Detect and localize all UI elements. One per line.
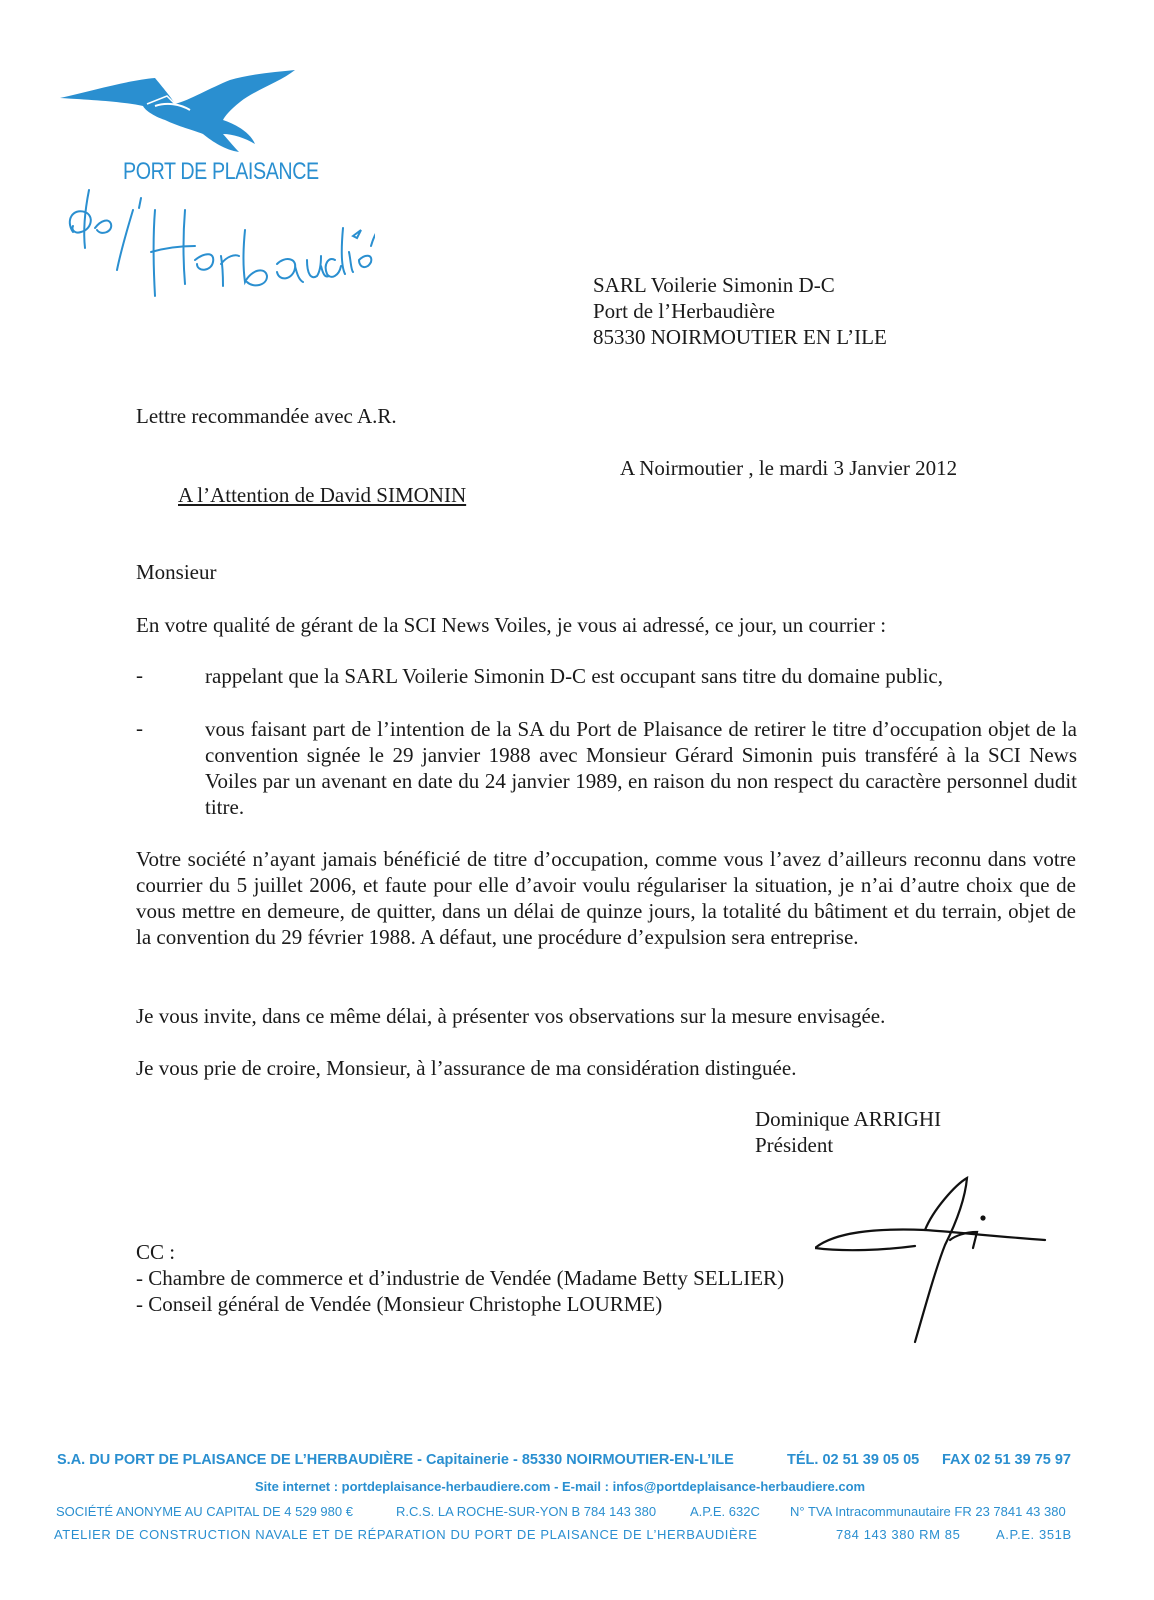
- footer-tva: N° TVA Intracommunautaire FR 23 7841 43 380: [790, 1504, 1066, 1519]
- footer-rcs: R.C.S. LA ROCHE-SUR-YON B 784 143 380: [396, 1504, 657, 1519]
- bullet-marker: -: [136, 663, 143, 687]
- bullet-item: rappelant que la SARL Voilerie Simonin D-C est occupant sans titre du domaine public,: [205, 664, 943, 688]
- recipient-address-line1: Port de l’Herbaudière: [593, 299, 775, 323]
- bullet-item: vous faisant part de l’intention de la SA du Port de Plaisance de retirer le titre d’occupation objet de la convention signée le 29 janvier 1988 avec Monsieur Gérard Simonin puis transféré à la SCI News Voiles par un avenant en date du 24 janvier 1989, en raison du non respect du caractère personnel dudit titre.: [205, 717, 1077, 819]
- paragraph-3: Je vous invite, dans ce même délai, à présenter vos observations sur la mesure envisagée.: [136, 1004, 886, 1028]
- paragraph-4: Je vous prie de croire, Monsieur, à l’assurance de ma considération distinguée.: [136, 1056, 797, 1080]
- signer-name: Dominique ARRIGHI: [755, 1107, 942, 1131]
- recipient-address-line2: 85330 NOIRMOUTIER EN L’ILE: [593, 325, 887, 349]
- footer-fax: FAX 02 51 39 75 97: [942, 1452, 1071, 1468]
- cc-block: [136, 1239, 784, 1317]
- footer-web: Site internet : portdeplaisance-herbaudiere.com - E-mail : infos@portdeplaisance-herbaudiere.com: [255, 1479, 866, 1494]
- place-date: A Noirmoutier , le mardi 3 Janvier 2012: [620, 456, 958, 480]
- logo-text: PORT DE PLAISANCE: [123, 158, 319, 185]
- signer-title: Président: [755, 1133, 834, 1157]
- footer-rm: 784 143 380 RM 85: [836, 1527, 961, 1542]
- signature-icon: [815, 1170, 1065, 1370]
- footer-ape-1: A.P.E. 632C: [690, 1504, 760, 1519]
- paragraph-1: En votre qualité de gérant de la SCI News Voiles, je vous ai adressé, ce jour, un courrier :: [136, 613, 887, 637]
- footer-line-1: [57, 1452, 1071, 1468]
- signer-block: [755, 1106, 941, 1158]
- bullet-marker: -: [136, 716, 143, 740]
- delivery-mode: Lettre recommandée avec A.R.: [136, 404, 397, 428]
- footer-atelier: ATELIER DE CONSTRUCTION NAVALE ET DE RÉPARATION DU PORT DE PLAISANCE DE L’HERBAUDIÈRE: [54, 1527, 758, 1542]
- cc-item: - Conseil général de Vendée (Monsieur Christophe LOURME): [136, 1292, 663, 1316]
- cc-item: - Chambre de commerce et d’industrie de Vendée (Madame Betty SELLIER): [136, 1266, 785, 1290]
- footer-ape-2: A.P.E. 351B: [996, 1527, 1072, 1542]
- paragraph-2: Votre société n’ayant jamais bénéficié de titre d’occupation, comme vous l’avez d’ailleurs reconnu dans votre courrier du 5 juillet 2006, et faute pour elle d’avoir voulu régulariser la situation, je n’ai d’autre choix que de vous mettre en demeure, de quitter, dans un délai de quinze jours, la totalité du bâtiment et du terrain, objet de la convention du 29 février 1988. A défaut, une procédure d’expulsion sera entreprise.: [136, 847, 1076, 949]
- footer-company: S.A. DU PORT DE PLAISANCE DE L’HERBAUDIÈRE - Capitainerie - 85330 NOIRMOUTIER-EN-L’ILE: [57, 1452, 734, 1468]
- recipient-address: [593, 272, 887, 350]
- port-logo: [55, 60, 375, 310]
- attention-line: A l’Attention de David SIMONIN: [178, 483, 467, 507]
- salutation: Monsieur: [136, 560, 217, 584]
- cc-label: CC :: [136, 1240, 176, 1264]
- footer-phone: TÉL. 02 51 39 05 05: [787, 1452, 920, 1468]
- recipient-name: SARL Voilerie Simonin D-C: [593, 273, 835, 297]
- footer-capital: SOCIÉTÉ ANONYME AU CAPITAL DE 4 529 980 €: [56, 1504, 353, 1519]
